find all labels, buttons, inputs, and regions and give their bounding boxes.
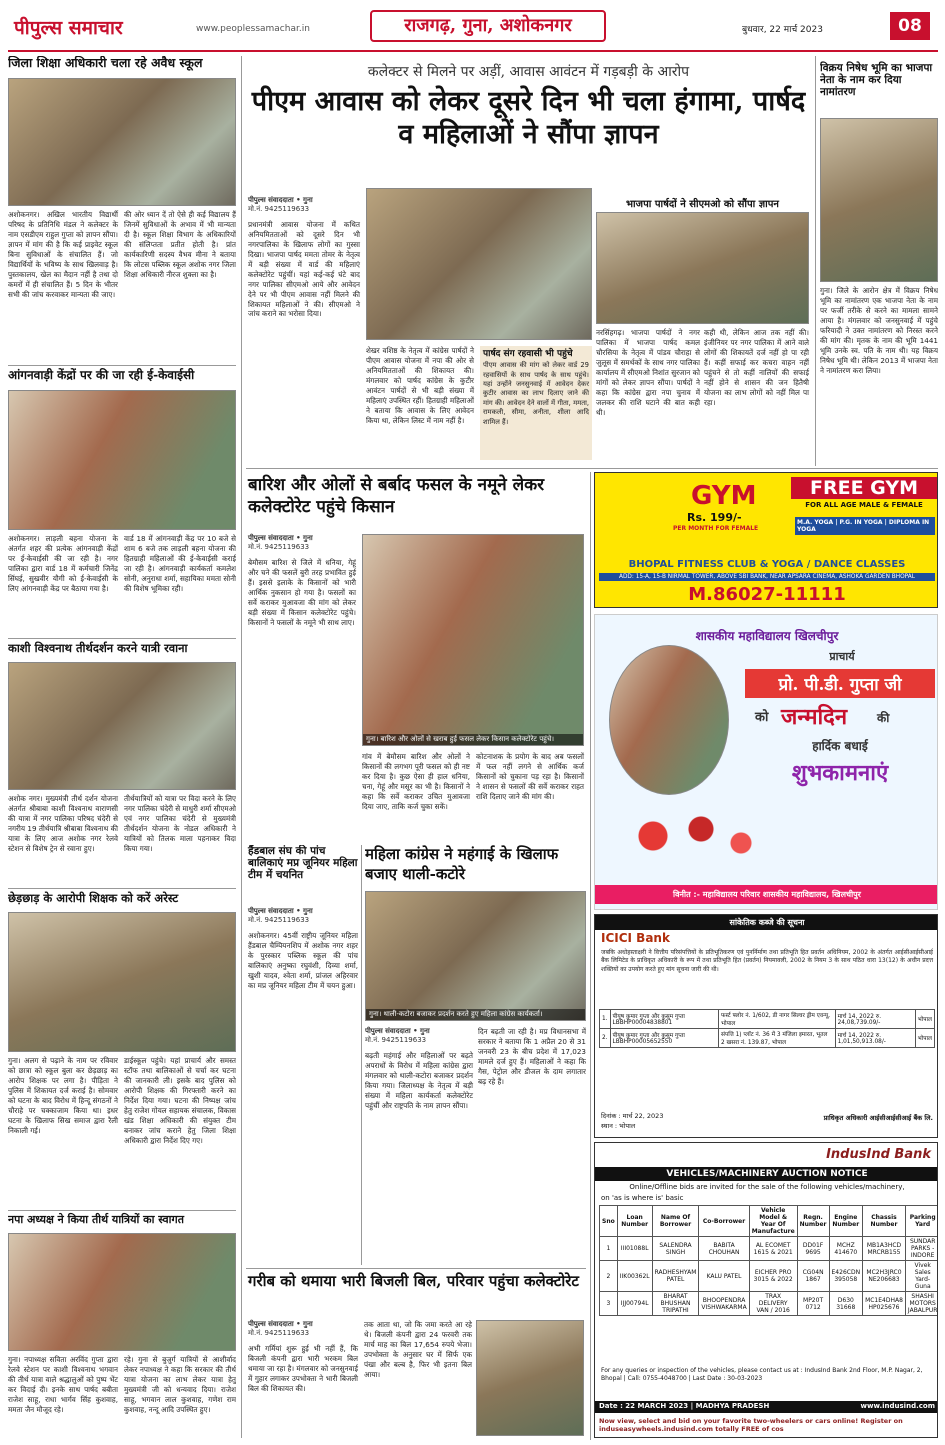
table-header: Engine Number	[829, 1206, 863, 1237]
bday-role: प्राचार्य	[829, 650, 855, 663]
table-cell: RADHESHYAM PATEL	[652, 1261, 699, 1292]
gym-title: GYM	[691, 481, 757, 511]
table-cell: संपत्ति 1) प्लॉट नं. 36 में 3 मंजिला इमारत, भूतल 2 खसरा नं. 139.87, भोपाल	[719, 1029, 836, 1048]
story-body: दिन बढ़ती जा रही है। मप्र विधानसभा में सरकार ने बताया कि 1 अप्रैल 20 से 31 जनवरी 23 के बीच प्रदेश में 17,023 मामले दर्ज हुए हैं। महिलाओं ने कहा कि गैस, पेट्रोल और डीजल के दाम लगातार बढ़ रहे हैं।	[478, 1027, 586, 1086]
table-cell: भोपाल	[915, 1010, 934, 1029]
table-row	[600, 1261, 939, 1292]
table-row	[600, 1029, 935, 1048]
icici-notice	[594, 914, 938, 1138]
photo-caption-right: भाजपा पार्षदों ने सीएमओ को सौंपा ज्ञापन	[596, 196, 809, 210]
table-cell: IJJ00794L	[617, 1292, 652, 1316]
byline-phone: मो.नं. 9425119633	[248, 205, 310, 213]
photo-sikh-community	[8, 912, 236, 1052]
story-body: वार्ड 18 में आंगनवाड़ी केंद्र पर 10 बजे से शाम 6 बजे तक लाड़ली बहना योजना की हितग्राही महिलाओं की ई-केवाईसी कराई जा रही है। आंगनवाड़ी कार्यकर्ता कमलेश सोनी, अनुराधा शर्मा, सहायिका ममता सोनी की विशेष भूमिका रही।	[124, 534, 236, 593]
photo-women-collectorate	[366, 188, 592, 340]
table-cell: मार्च 14, 2022 रु. 24,08,739.09/-	[835, 1010, 915, 1029]
story-body: कोटनाशक के प्रयोग के बाद अब फसलों में फल नहीं लगने से आर्थिक कर्ज किसानों को चुकाना पड़ रहा है। किसानों ने शासन से फसलों की सर्वे कराकर राहत राशि दिलाए जाने की मांग की।	[476, 752, 584, 801]
congress-story	[365, 845, 586, 1265]
free-gym-sub: FOR ALL AGE MALE & FEMALE	[805, 501, 923, 509]
table-cell: 2	[600, 1261, 618, 1292]
table-cell: BHOOPENDRA VISHWAKARMA	[699, 1292, 749, 1316]
table-row	[600, 1010, 935, 1029]
byline-place: गुना	[303, 196, 313, 204]
story-title-kashi-yatra[interactable]: काशी विश्वनाथ तीर्थदर्शन करने यात्री रवाना	[8, 641, 188, 655]
lead-body: प्रधानमंत्री आवास योजना में कथित अनियमितताओं को दूसरे दिन भी नगरपालिका के खिलाफ लोगों का गुस्सा दिखा। भाजपा पार्षद ममता तोमर के नेतृत्व में बड़ी संख्या में वार्ड की महिलाएं कलेक्टोरेट पहुंचीं। यहां कई-कई घंटे बाद नगर पालिका सीएमओ आये और आवेदन देने पर भी पीएम आवास नहीं मिलने की शिकायत महिलाओं ने की। सीएमओ ने जांच कराने का भरोसा दिया।	[248, 220, 360, 319]
lead-body: शेखर वशिष्ठ के नेतृत्व में कांग्रेस पार्षदों ने पीएम आवास योजना में नपा की ओर से अनियमितताओं की शिकायत की। मंगलवार को पार्षद कांग्रेस के कुटीर आवंटन पार्षदों से भी बड़ी संख्या में महिलाएं उपस्थित रहीं। हितग्राही महिलाओं ने बताया कि आवास के लिए आवेदन किया था, लेकिन लिस्ट में नाम नहीं है।	[366, 346, 474, 425]
table-cell: पीयूष कुमार गुप्ता और कुसुम गुप्ता LBBHP00004838801	[610, 1010, 718, 1029]
story-body: की ओर ध्यान दें तो ऐसे ही कई विद्यालय हैं जिनमें सुविधाओं के अभाव में भी मान्यता दी है। स्कूल शिक्षा विभाग के अधिकारियों की संलिप्तता प्रतीत होती है। प्रांत कार्यकारिणी सदस्य वैभव मीना ने बताया कि लोटस पब्लिक स्कूल अशोक नगर जिला शिक्षा अधिकारी नीरज शुक्ला का है।	[124, 210, 236, 279]
story-title-land-mutation[interactable]: विक्रय निषेध भूमि का भाजपा नेता के नाम कर दिया नामांतरण	[820, 62, 933, 99]
indus-web[interactable]: www.indusind.com	[860, 1402, 935, 1410]
indus-bottom: Now view, select and bid on your favorite two-wheelers or cars online! Register on induseasywheels.indusind.com totally FREE of cos	[599, 1417, 903, 1433]
story-body: अशोक नगर। मुख्यमंत्री तीर्थ दर्शन योजना अंतर्गत श्रीबाबा काशी विश्वनाथ वाराणसी की यात्रा में नगर पालिका परिषद चंदेरी से नगरीय 19 तीर्थयात्रि श्रीबाबा विश्वनाथ की यात्रा के लिए आज अशोक नगर रेलवे स्टेशन से विशेष ट्रेन से रवाना हुए।	[8, 794, 118, 853]
table-header: Chassis Number	[863, 1206, 906, 1237]
table-cell: 1	[600, 1237, 618, 1261]
indusind-notice	[594, 1142, 938, 1438]
table-cell: Vivek Sales Yard- Guna	[905, 1261, 938, 1292]
table-cell: SUNDAR PARKS - INDORE	[905, 1237, 938, 1261]
lead-kicker: कलेक्टर से मिलने पर अड़ीं, आवास आवंटन में गड़बड़ी के आरोप	[367, 64, 690, 80]
story-body: तीर्थयात्रियों को यात्रा पर विदा करने के लिए नगर पालिका चंदेरी से माधुरी शर्मा सीएमओ एवं नगर पालिका चंदेरी से मुख्यमंत्री तीर्थदर्शन योजना के नोडल अधिकारी ने यात्रियों को तिलक माला पहनाकर विदा किया गया।	[124, 794, 236, 853]
bday-shubh: शुभकामनाएं	[791, 760, 889, 786]
story-title-electricity[interactable]: गरीब को थमाया भारी बिजली बिल, परिवार पहुंचा कलेक्टोरेट	[248, 1272, 579, 1290]
club-phone[interactable]: M.86027-11111	[688, 584, 846, 605]
icici-heading: सांकेतिक कब्जे की सूचना	[595, 915, 938, 930]
byline: पीपुल्स संवाददाता • गुना मो.नं. 9425119633	[248, 196, 344, 214]
story-body: अभी गर्मियां शुरू हुई भी नहीं हैं, कि बिजली कंपनी द्वारा भारी भरकम बिल थमाया जा रहा है। मंगलवार को जनसुनवाई में गुहार लगाकर उपभोक्ता ने भारी बिजली बिल की शिकायत की।	[248, 1344, 358, 1393]
icici-place: स्थान : भोपाल	[601, 1122, 636, 1130]
byline: पीपुल्स संवाददाता • गुना मो.नं. 9425119633	[248, 907, 313, 924]
handball-story	[246, 845, 358, 1265]
story-body: अशोकनगर। लाड़ली बहना योजना के अंतर्गत शहर की प्रत्येक आंगनवाड़ी केंद्रों पर ई-केवाईसी की जा रही है। नगर पालिका द्वारा वार्ड 18 में कर्मचारी जिनेंद्र सिंघई, सुखवीर यौगी को ई-केवाईसी के लिए आंगनवाड़ी केंद्र पर बैठाया गया है।	[8, 534, 118, 593]
sub-title: पार्षद संग रहवासी भी पहुंचे	[483, 349, 573, 359]
club-address: ADD: 15-A, 15-B NIRMAL TOWER, ABOVE SBI BANK, NEAR APSARA CINEMA, ASHOKA GARDEN BHOPAL	[599, 573, 935, 581]
sub-body: पीएम आवास की मांग को लेकर वार्ड 29 रहवासियों के साथ पार्षद के साथ पहुंचे। यहां उन्होंने जनसुनवाई में आवेदन देकर कुटीर आवास का लाभ दिलाए जाने की मांग की। आवेदन देने वालों में गीता, ममता, रामकली, सीमा, अनीता, शीला आदि शामिल हैं।	[483, 361, 589, 426]
story-body: बेमौसम बारिश से जिले में धनिया, गेहूं और चने की फसलें बुरी तरह प्रभावित हुई हैं। इससे इलाके के किसानों को भारी आर्थिक नुकसान हो गया है। फसलों का सर्वे कराकर मुआवजा की मांग को लेकर बड़ी संख्या में किसान कलेक्टोरेट पहुंचे। किसानों ने फसलों के नमूने भी साथ लाए।	[248, 558, 356, 627]
story-title-congress[interactable]: महिला कांग्रेस ने महंगाई के खिलाफ बजाए थाली-कटोरे	[365, 845, 559, 883]
icici-table	[599, 1009, 935, 1048]
table-cell: D630 31668	[829, 1292, 863, 1316]
farmers-story	[246, 472, 586, 842]
gym-price-sub: PER MONTH FOR FEMALE	[673, 525, 759, 532]
photo-bill-family	[476, 1320, 584, 1436]
icici-date: दिनांक : मार्च 22, 2023	[601, 1112, 664, 1120]
table-header: Sno	[600, 1206, 618, 1237]
bday-janmdin: जन्मदिन	[781, 704, 848, 730]
table-cell: मार्च 14, 2022 रु. 1,01,50,913.08/-	[835, 1029, 915, 1048]
photo-complainant	[820, 118, 938, 282]
issue-date: बुधवार, 22 मार्च 2023	[742, 25, 823, 35]
photo-thali-protest	[365, 891, 586, 1021]
table-cell: III01088L	[617, 1237, 652, 1261]
birthday-advertisement	[594, 614, 938, 910]
masthead	[0, 0, 945, 48]
right-top-story	[820, 56, 938, 466]
indus-footer: For any queries or inspection of the vehicles, please contact us at : IndusInd Bank 2nd Floor, M.P. Nagar, 2, Bhopal | Call: 0755-4048700 | Last Date : 30-03-2023	[601, 1367, 923, 1382]
story-body: अशोकनगर। 45वीं राष्ट्रीय जूनियर महिला हैंडबाल चैम्पियनशिप में अशोक नगर शहर के पुरस्कार पब्लिक स्कूल की पांच बालिकाएं अनुष्का रघुवंशी, दिव्या शर्मा, खुशी यादव, श्वेता शर्मा, प्रांजल अहिरवार का मप्र जूनियर महिला टीम में चयन हुआ।	[248, 931, 358, 990]
sub-box-residents	[480, 346, 592, 460]
table-header: Vehicle Model & Year Of Manufacture	[749, 1206, 797, 1237]
table-cell: BABITA CHOUHAN	[699, 1237, 749, 1261]
table-header: Co-Borrower	[699, 1206, 749, 1237]
byline: पीपुल्स संवाददाता • गुना मो.नं. 9425119633	[248, 1320, 313, 1337]
story-body: गुना। अलग से पढ़ाने के नाम पर रविवार को छात्रा को स्कूल बुला कर छेड़छाड़ का आरोप शिक्षक पर लगा है। पीड़िता ने पुलिस में शिकायत दर्ज कराई है। सोमवार को घटना के बाद विरोध में हिन्दू संगठनों ने चौराहे पर चक्काजाम किया था। इधर घटना के खिलाफ सिख समाज द्वारा रैली निकाली गई।	[8, 1056, 118, 1135]
table-cell: 3	[600, 1292, 618, 1316]
story-title-farmers[interactable]: बारिश और ओलों से बर्बाद फसल के नमूने लेकर कलेक्टोरेट पहुंचे किसान	[248, 475, 545, 518]
gym-advertisement[interactable]	[594, 472, 938, 608]
icici-bank-logo: ICICI Bank	[601, 931, 670, 945]
free-gym: FREE GYM	[791, 477, 937, 499]
lead-body: कही थी, लेकिन आज तक नहीं की। इंजीनियर पर नगर पालिका में आने वाले लोगों की शिकायतें दर्ज नहीं हो पा रही हैं। कहीं सफाई कर कचरा वाहन नहीं पहुंचने से तो कहीं नालियों की सफाई नहीं होने से शासन की जन हितैषी योजना का लाभ लोगों को नहीं मिल पा रहा।	[704, 328, 809, 407]
photo-abvp-memo	[8, 78, 236, 206]
table-cell: MCHZ 414670	[829, 1237, 863, 1261]
story-title-teacher-arrest[interactable]: छेड़छाड़ के आरोपी शिक्षक को करें अरेस्ट	[8, 891, 179, 905]
story-body: अशोकनगर। अखिल भारतीय विद्यार्थी परिषद के प्रतिनिधि मंडल ने कलेक्टर के नाम एसडीएम राहुल गुप्ता को ज्ञापन सौंपा। ज्ञापन में मांग की है कि कई प्राइवेट स्कूल बिना सुविधाओं के संचालित हैं। जो विद्यार्थियों के भविष्य के साथ खिलवाड़ है। पुस्तकालय, खेल का मैदान नहीं है तथा दो कमरों में ही संचालित हैं। 5 दिन के भीतर सभी की जांच करवाकर मान्यता की जाए।	[8, 210, 118, 299]
website[interactable]: www.peoplessamachar.in	[196, 24, 310, 34]
bday-wishes: हार्दिक बधाई	[812, 739, 868, 753]
table-cell: AL ECOMET 1615 & 2021	[749, 1237, 797, 1261]
story-body: गुना। नपाध्यक्ष सविता अरविंद गुप्ता द्वारा रेलवे स्टेशन पर काशी विश्वनाथ भगवान की तीर्थ यात्रा वाले श्रद्धालुओं को पुष्प भेंट कर विदाई दी। इनके साथ पार्षद बबीता राजेश साहू, राधा भार्गव सिंह कुशवाह, ममता जैन मौजूद रहे।	[8, 1355, 118, 1414]
byline-reporter: पीपुल्स संवाददाता	[248, 196, 294, 204]
table-cell: भोपाल	[915, 1029, 934, 1048]
bday-college: शासकीय महाविद्यालय खिलचीपुर	[695, 629, 839, 643]
lead-headline[interactable]: पीएम आवास को लेकर दूसरे दिन भी चला हंगामा, पार्षद व महिलाओं ने सौंपा ज्ञापन	[251, 86, 806, 150]
story-body: डाईस्कूल पहुंचे। यहां प्राचार्य और समस्त स्टॉफ तथा बालिकाओं से चर्चा कर घटना की जानकारी ली। इसके बाद पुलिस को आरोपी शिक्षक की गिरफ्तारी करने का निर्देश दिया गया। घटना की निष्पक्ष जांच हेतु राजेश गोयल सहायक संचालक, विकास खंड शिक्षा अधिकारी की संयुक्त टीम बनाकर जांच कराने हेतु जिला शिक्षा अधिकारी द्वारा निर्देश दिए गए।	[124, 1056, 236, 1145]
photo-caption: गुना। बारिश और ओलों से खराब हुई फसल लेकर किसान कलेक्टोरेट पहुंचे।	[363, 734, 583, 745]
indus-logo: IndusInd Bank	[826, 1147, 931, 1162]
icici-sign: प्राधिकृत अधिकारी आईसीआईसीआई बैंक लि.	[823, 1114, 933, 1122]
byline: पीपुल्स संवाददाता • गुना मो.नं. 9425119633	[365, 1027, 430, 1044]
region-banner	[370, 10, 606, 42]
story-title-handball[interactable]: हैंडबाल संघ की पांच बालिकाएं मप्र जूनियर महिला टीम में चयनित	[248, 845, 358, 882]
photo-pilgrims	[8, 662, 236, 790]
table-cell: फर्स्ट फ्लोर नं. 1/602, डी नागर सिल्वर ड्रीम एवन्यू, भोपाल	[719, 1010, 836, 1029]
photo-farmers-crops	[362, 534, 584, 746]
indus-date-bar	[595, 1401, 938, 1413]
left-column	[8, 56, 236, 1438]
table-header: Parking Yard	[905, 1206, 938, 1237]
table-cell: MC1E4DHA8 HP025676	[863, 1292, 906, 1316]
table-cell: DD01F 9695	[797, 1237, 829, 1261]
story-body: रहे। गुना से बुजुर्ग यात्रियों से आशीर्वाद लेकर नपाध्यक्ष ने कहा कि सरकार की तीर्थ यात्रा योजना का लाभ लेकर यात्रा हेतु मुख्यमंत्री जी को धन्यवाद दिया। राजेश साहू, भगवान लाल कुशवाह, गणेश राम कुशवाह, नन्दू आदि उपस्थित हुए।	[124, 1355, 236, 1414]
table-cell: MC2H3JRC0 NE206683	[863, 1261, 906, 1292]
table-cell: SHASHI MOTORS JABALPUR	[905, 1292, 938, 1316]
photo-caption: गुना। थाली-कटोरा बजाकर प्रदर्शन करते हुए महिला कांग्रेस कार्यकर्ता।	[366, 1009, 585, 1020]
table-row	[600, 1292, 939, 1316]
table-cell: 2.	[600, 1029, 611, 1048]
page-number: 08	[890, 12, 930, 40]
lead-story	[246, 56, 811, 466]
table-cell: MP20T 0712	[797, 1292, 829, 1316]
region-title: राजगढ़, गुना, अशोकनगर	[404, 15, 572, 36]
indus-sub: Online/Offline bids are invited for the sale of the following vehicles/machinery,	[629, 1183, 905, 1191]
photo-bjp-councillors	[596, 212, 809, 324]
story-title-illegal-schools[interactable]: जिला शिक्षा अधिकारी चला रहे अवैध स्कूल	[8, 56, 203, 70]
roses-decoration	[605, 801, 765, 871]
table-cell: पीयूष कुमार गुप्ता और कुसुम गुप्ता LBBHP00005652550	[610, 1029, 718, 1048]
electricity-story	[246, 1272, 586, 1440]
lead-body: नरसिंहगढ़। भाजपा पार्षदों ने नगर पालिका में भाजपा पार्षद कमल चौरसिया के नेतृत्व में पांडव चौराहा से जुलूस में समर्थकों के साथ नगर पालिका कार्यालय में सीएमओ निशांत सुरजान को मांगों को लेकर ज्ञापन सौंपा। पार्षदों ने कहा कि कांग्रेस द्वारा नपा चुनाव में जलकर की राशि घटाने की बात कही थी।	[596, 328, 700, 417]
indus-sub2: on 'as is where is' basic	[601, 1194, 684, 1202]
table-cell: IIK00362L	[617, 1261, 652, 1292]
table-header: Loan Number	[617, 1206, 652, 1237]
table-cell: SALENDRA SINGH	[652, 1237, 699, 1261]
table-cell: 1.	[600, 1010, 611, 1029]
table-cell: EICHER PRO 3015 & 2022	[749, 1261, 797, 1292]
indus-table	[599, 1205, 938, 1316]
indus-date: Date : 22 MARCH 2023 | MADHYA PRADESH	[599, 1402, 770, 1410]
table-header: Name Of Borrower	[652, 1206, 699, 1237]
photo-station-welcome	[8, 1233, 236, 1351]
icici-text: जबकि अधोहस्ताक्षरी ने वित्तीय परिसंपत्तियों के प्रतिभूतिकरण एवं पुनर्निर्माण तथा प्रतिभूति हित प्रवर्तन अधिनियम, 2002 के अंतर्गत आईसीआईसीआई बैंक लिमिटेड के प्राधिकृत अधिकारी के रूप में तथा प्रतिभूति हित (प्रवर्तन) नियमावली, 2002 के नियम 3 के साथ पठित धारा 13(12) के अधीन प्रदत्त शक्तियों का उपयोग करते हुए मांग सूचना जारी की थी।	[601, 949, 933, 973]
story-body: तक आता था, जो कि जमा करते आ रहे थे। बिजली कंपनी द्वारा 24 फरवरी तक मार्च माह का बिल 17,654 रुपये भेजा। उपभोक्ता के अनुसार घर में सिर्फ एक पंखा और बल्ब है, फिर भी इतना बिल आया।	[364, 1320, 472, 1379]
table-cell: E426CDN 395058	[829, 1261, 863, 1292]
table-cell: TRAX DELIVERY VAN / 2016	[749, 1292, 797, 1316]
indus-title: VEHICLES/MACHINERY AUCTION NOTICE	[595, 1167, 938, 1181]
club-name: BHOPAL FITNESS CLUB & YOGA / DANCE CLASSES	[628, 559, 906, 570]
photo-principal	[609, 645, 729, 795]
gym-price: Rs. 199/-	[687, 511, 742, 524]
byline: पीपुल्स संवाददाता • गुना मो.नं. 9425119633	[248, 534, 313, 551]
table-cell: KALU PATEL	[699, 1261, 749, 1292]
table-row	[600, 1237, 939, 1261]
bday-from: विनीत :- महाविद्यालय परिवार शासकीय महाविद्यालय, खिलचीपुर	[595, 885, 938, 904]
table-cell: BHARAT BHUSHAN TRIPATHI	[652, 1292, 699, 1316]
bday-name: प्रो. पी.डी. गुप्ता जी	[745, 669, 935, 698]
story-body: गांव में बेमौसम बारिश और ओलों ने किसानों की लगभग पूरी फसल को ही नष्ट कर दिया है। कुछ ऐसा ही हाल धनिया, चना, गेहूं और मसूर का भी है। किसानों ने कहा कि सर्वे कराकर उचित मुआवजा दिया जाए, ताकि कर्ज चुका सकें।	[362, 752, 470, 811]
story-title-ekyc[interactable]: आंगनवाड़ी केंद्रों पर की जा रही ई-केवाईसी	[8, 368, 195, 382]
table-header: Regn. Number	[797, 1206, 829, 1237]
photo-anganwadi	[8, 390, 236, 530]
story-body: गुना। जिले के आरोन क्षेत्र में विक्रय निषेध भूमि का नामांतरण एक भाजपा नेता के नाम पर फर्जी तरीके से करने का मामला सामने आया है। मंगलवार को जनसुनवाई में पहुंचे फरियादी ने उक्त नामांतरण को निरस्त करने की मांग की। मृतक के नाम की भूमि 1441 भूमि उनके स्व. पति के नाम थी। यह विक्रय निषेध भूमि थी। लेकिन 2013 में भाजपा नेता ने नामांतरण करा लिया।	[820, 286, 938, 375]
story-title-pilgrim-welcome[interactable]: नपा अध्यक्ष ने किया तीर्थ यात्रियों का स्वागत	[8, 1213, 184, 1226]
bday-ko: को	[755, 710, 769, 725]
courses: M.A. YOGA | P.G. IN YOGA | DIPLOMA IN YOGA	[795, 517, 935, 535]
bday-ki: की	[877, 711, 890, 725]
story-body: बढ़ती महंगाई और महिलाओं पर बढ़ते अपराधों के विरोध में महिला कांग्रेस द्वारा मंगलवार को थाली-कटोरा बजाकर प्रदर्शन किया गया। जिलाध्यक्ष के नेतृत्व में बड़ी संख्या में महिला कार्यकर्ता कलेक्टोरेट पहुंचीं और राष्ट्रपति के नाम ज्ञापन सौंपा।	[365, 1051, 473, 1110]
table-cell: CG04N 1867	[797, 1261, 829, 1292]
table-cell: MB1A3HCD MRCRB155	[863, 1237, 906, 1261]
logo: पीपुल्स समाचार	[14, 17, 123, 39]
